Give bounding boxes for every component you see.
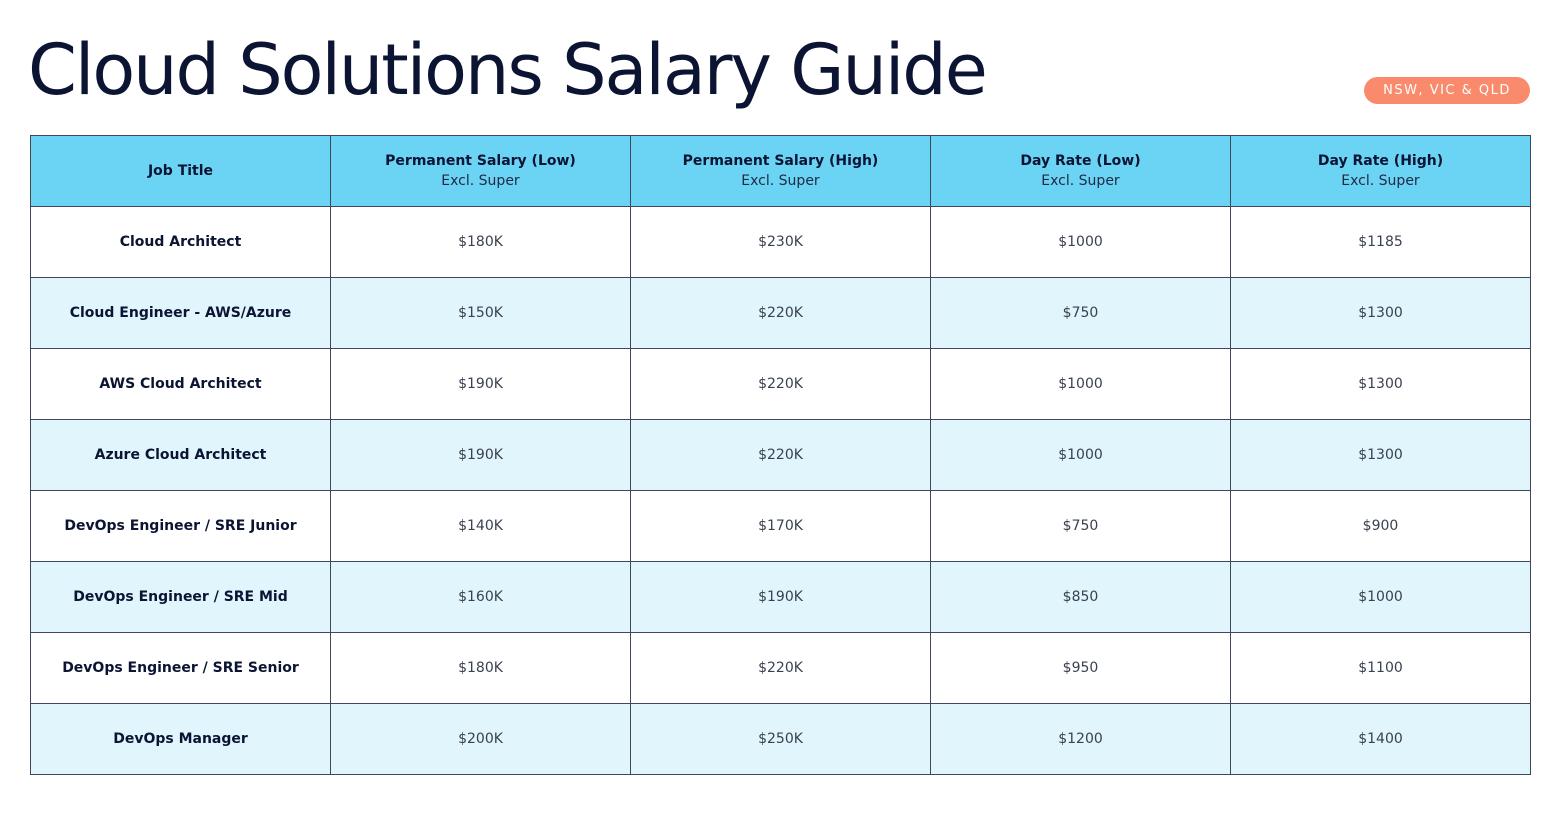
column-header-label: Job Title bbox=[147, 163, 214, 179]
day-rate-high-cell: $1400 bbox=[1231, 704, 1531, 775]
table-row bbox=[31, 207, 1531, 278]
day-rate-high-cell: $1000 bbox=[1231, 562, 1531, 633]
column-header-sublabel: Excl. Super bbox=[1041, 173, 1120, 189]
permanent-salary-high-cell: $220K bbox=[631, 633, 931, 704]
column-header-job-title bbox=[31, 136, 331, 207]
permanent-salary-low-cell: $140K bbox=[331, 491, 631, 562]
page-title: Cloud Solutions Salary Guide bbox=[28, 29, 986, 111]
column-header-day-rate-high bbox=[1231, 136, 1531, 207]
permanent-salary-low-cell: $200K bbox=[331, 704, 631, 775]
column-header-permanent-salary-low bbox=[331, 136, 631, 207]
day-rate-low-cell: $850 bbox=[931, 562, 1231, 633]
day-rate-low-cell: $1000 bbox=[931, 420, 1231, 491]
permanent-salary-high-cell: $170K bbox=[631, 491, 931, 562]
permanent-salary-high-cell: $220K bbox=[631, 349, 931, 420]
table-row bbox=[31, 420, 1531, 491]
day-rate-high-cell: $900 bbox=[1231, 491, 1531, 562]
permanent-salary-low-cell: $190K bbox=[331, 420, 631, 491]
column-header-label: Permanent Salary (High) bbox=[682, 153, 879, 169]
column-header-label: Permanent Salary (Low) bbox=[385, 153, 576, 169]
permanent-salary-high-cell: $250K bbox=[631, 704, 931, 775]
job-title-cell: AWS Cloud Architect bbox=[31, 349, 331, 420]
permanent-salary-low-cell: $180K bbox=[331, 633, 631, 704]
job-title-cell: DevOps Engineer / SRE Mid bbox=[31, 562, 331, 633]
job-title-cell: DevOps Manager bbox=[31, 704, 331, 775]
day-rate-high-cell: $1300 bbox=[1231, 278, 1531, 349]
salary-table bbox=[30, 135, 1531, 775]
job-title-cell: Cloud Engineer - AWS/Azure bbox=[31, 278, 331, 349]
column-header-label: Day Rate (Low) bbox=[1020, 153, 1141, 169]
job-title-cell: Azure Cloud Architect bbox=[31, 420, 331, 491]
day-rate-high-cell: $1100 bbox=[1231, 633, 1531, 704]
column-header-day-rate-low bbox=[931, 136, 1231, 207]
region-badge: NSW, VIC & QLD bbox=[1364, 77, 1530, 104]
column-header-permanent-salary-high bbox=[631, 136, 931, 207]
table-row bbox=[31, 491, 1531, 562]
permanent-salary-high-cell: $220K bbox=[631, 278, 931, 349]
permanent-salary-low-cell: $160K bbox=[331, 562, 631, 633]
day-rate-low-cell: $750 bbox=[931, 491, 1231, 562]
day-rate-high-cell: $1185 bbox=[1231, 207, 1531, 278]
table-row bbox=[31, 562, 1531, 633]
day-rate-low-cell: $950 bbox=[931, 633, 1231, 704]
permanent-salary-low-cell: $190K bbox=[331, 349, 631, 420]
table-row bbox=[31, 278, 1531, 349]
permanent-salary-low-cell: $150K bbox=[331, 278, 631, 349]
day-rate-low-cell: $1200 bbox=[931, 704, 1231, 775]
job-title-cell: Cloud Architect bbox=[31, 207, 331, 278]
job-title-cell: DevOps Engineer / SRE Junior bbox=[31, 491, 331, 562]
column-header-label: Day Rate (High) bbox=[1317, 153, 1444, 169]
permanent-salary-high-cell: $190K bbox=[631, 562, 931, 633]
day-rate-low-cell: $1000 bbox=[931, 207, 1231, 278]
column-header-sublabel: Excl. Super bbox=[441, 173, 520, 189]
permanent-salary-high-cell: $230K bbox=[631, 207, 931, 278]
day-rate-low-cell: $750 bbox=[931, 278, 1231, 349]
permanent-salary-low-cell: $180K bbox=[331, 207, 631, 278]
job-title-cell: DevOps Engineer / SRE Senior bbox=[31, 633, 331, 704]
table-row bbox=[31, 633, 1531, 704]
table-header-row bbox=[31, 136, 1531, 207]
permanent-salary-high-cell: $220K bbox=[631, 420, 931, 491]
table-row bbox=[31, 704, 1531, 775]
day-rate-high-cell: $1300 bbox=[1231, 349, 1531, 420]
column-header-sublabel: Excl. Super bbox=[1341, 173, 1420, 189]
table-row bbox=[31, 349, 1531, 420]
day-rate-high-cell: $1300 bbox=[1231, 420, 1531, 491]
column-header-sublabel: Excl. Super bbox=[741, 173, 820, 189]
day-rate-low-cell: $1000 bbox=[931, 349, 1231, 420]
